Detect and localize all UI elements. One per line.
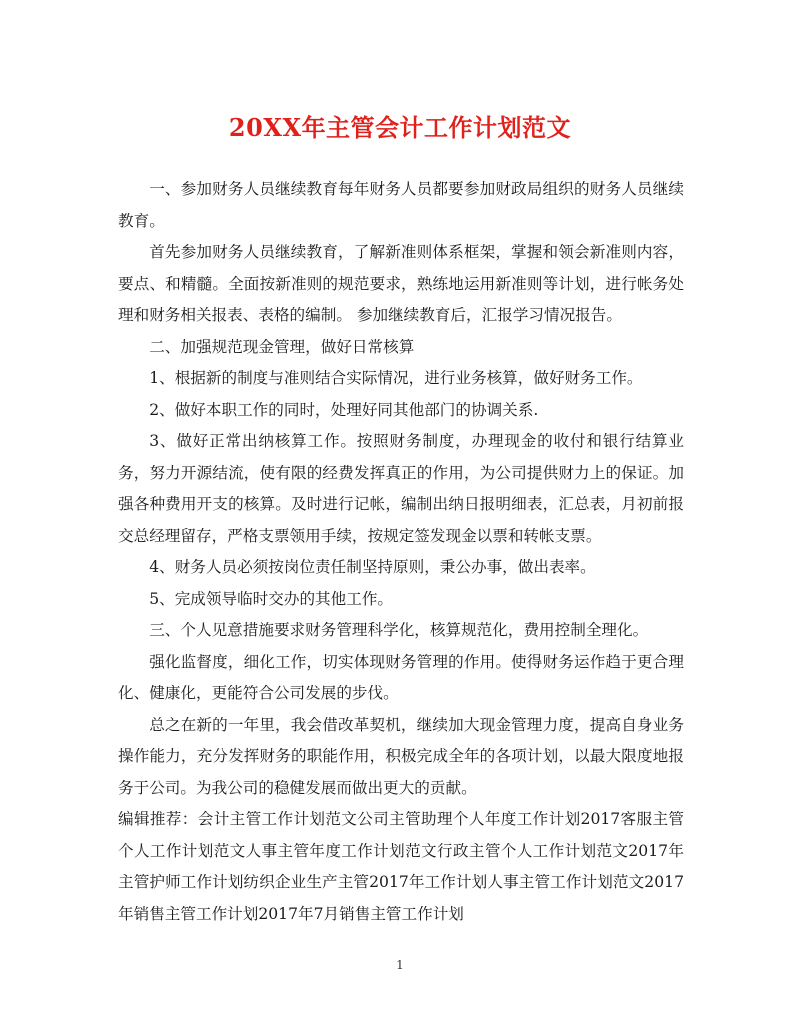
document-body xyxy=(118,174,684,930)
paragraph-item-1: 1、根据新的制度与准则结合实际情况，进行业务核算，做好财务工作。 xyxy=(149,369,643,387)
paragraph-item-2: 2、做好本职工作的同时，处理好同其他部门的协调关系. xyxy=(149,400,539,419)
page-number: 1 xyxy=(396,958,404,972)
paragraph-section-3-heading: 三、个人见意措施要求财务管理科学化，核算规范化，费用控制全理化。 xyxy=(149,621,649,639)
paragraph-section-1-detail: 首先参加财务人员继续教育，了解新准则体系框架，掌握和领会新准则内容，要点、和精髓。全面按新准则的规范要求，熟练地运用新准则等计划，进行帐务处理和财务相关报表、表格的编制。 参加继续教育后，汇报学习情况报告。 xyxy=(118,243,684,324)
paragraph-section-1-heading: 一、参加财务人员继续教育每年财务人员都要参加财政局组织的财务人员继续教育。 xyxy=(118,180,684,230)
paragraph-item-4: 4、财务人员必须按岗位责任制坚持原则，秉公办事，做出表率。 xyxy=(149,558,596,576)
document-title: 20XX年主管会计工作计划范文 xyxy=(228,113,572,142)
paragraph-item-5: 5、完成领导临时交办的其他工作。 xyxy=(149,589,394,608)
paragraph-conclusion: 总之在新的一年里，我会借改革契机，继续加大现金管理力度，提高自身业务操作能力，充分发挥财务的职能作用，积极完成全年的各项计划，以最大限度地报务于公司。为我公司的稳健发展而做出更大的贡献。 xyxy=(118,715,684,797)
paragraph-section-2-heading: 二、加强规范现金管理，做好日常核算 xyxy=(149,337,415,356)
editor-recommendation: 编辑推荐：会计主管工作计划范文公司主管助理个人年度工作计划2017客服主管个人工作计划范文人事主管年度工作计划范文行政主管个人工作计划范文2017年主管护师工作计划纺织企业生产主管2017年工作计划人事主管工作计划范文2017年销售主管工作计划2017年7月销售主管工作计划 xyxy=(118,810,684,923)
paragraph-section-3-detail: 强化监督度，细化工作，切实体现财务管理的作用。使得财务运作趋于更合理化、健康化，更能符合公司发展的步伐。 xyxy=(118,652,684,702)
paragraph-item-3: 3、做好正常出纳核算工作。按照财务制度，办理现金的收付和银行结算业务，努力开源结流，使有限的经费发挥真正的作用，为公司提供财力上的保证。加强各种费用开支的核算。及时进行记帐，编制出纳日报明细表，汇总表，月初前报交总经理留存，严格支票领用手续，按规定签发现金以票和转帐支票。 xyxy=(118,432,684,545)
